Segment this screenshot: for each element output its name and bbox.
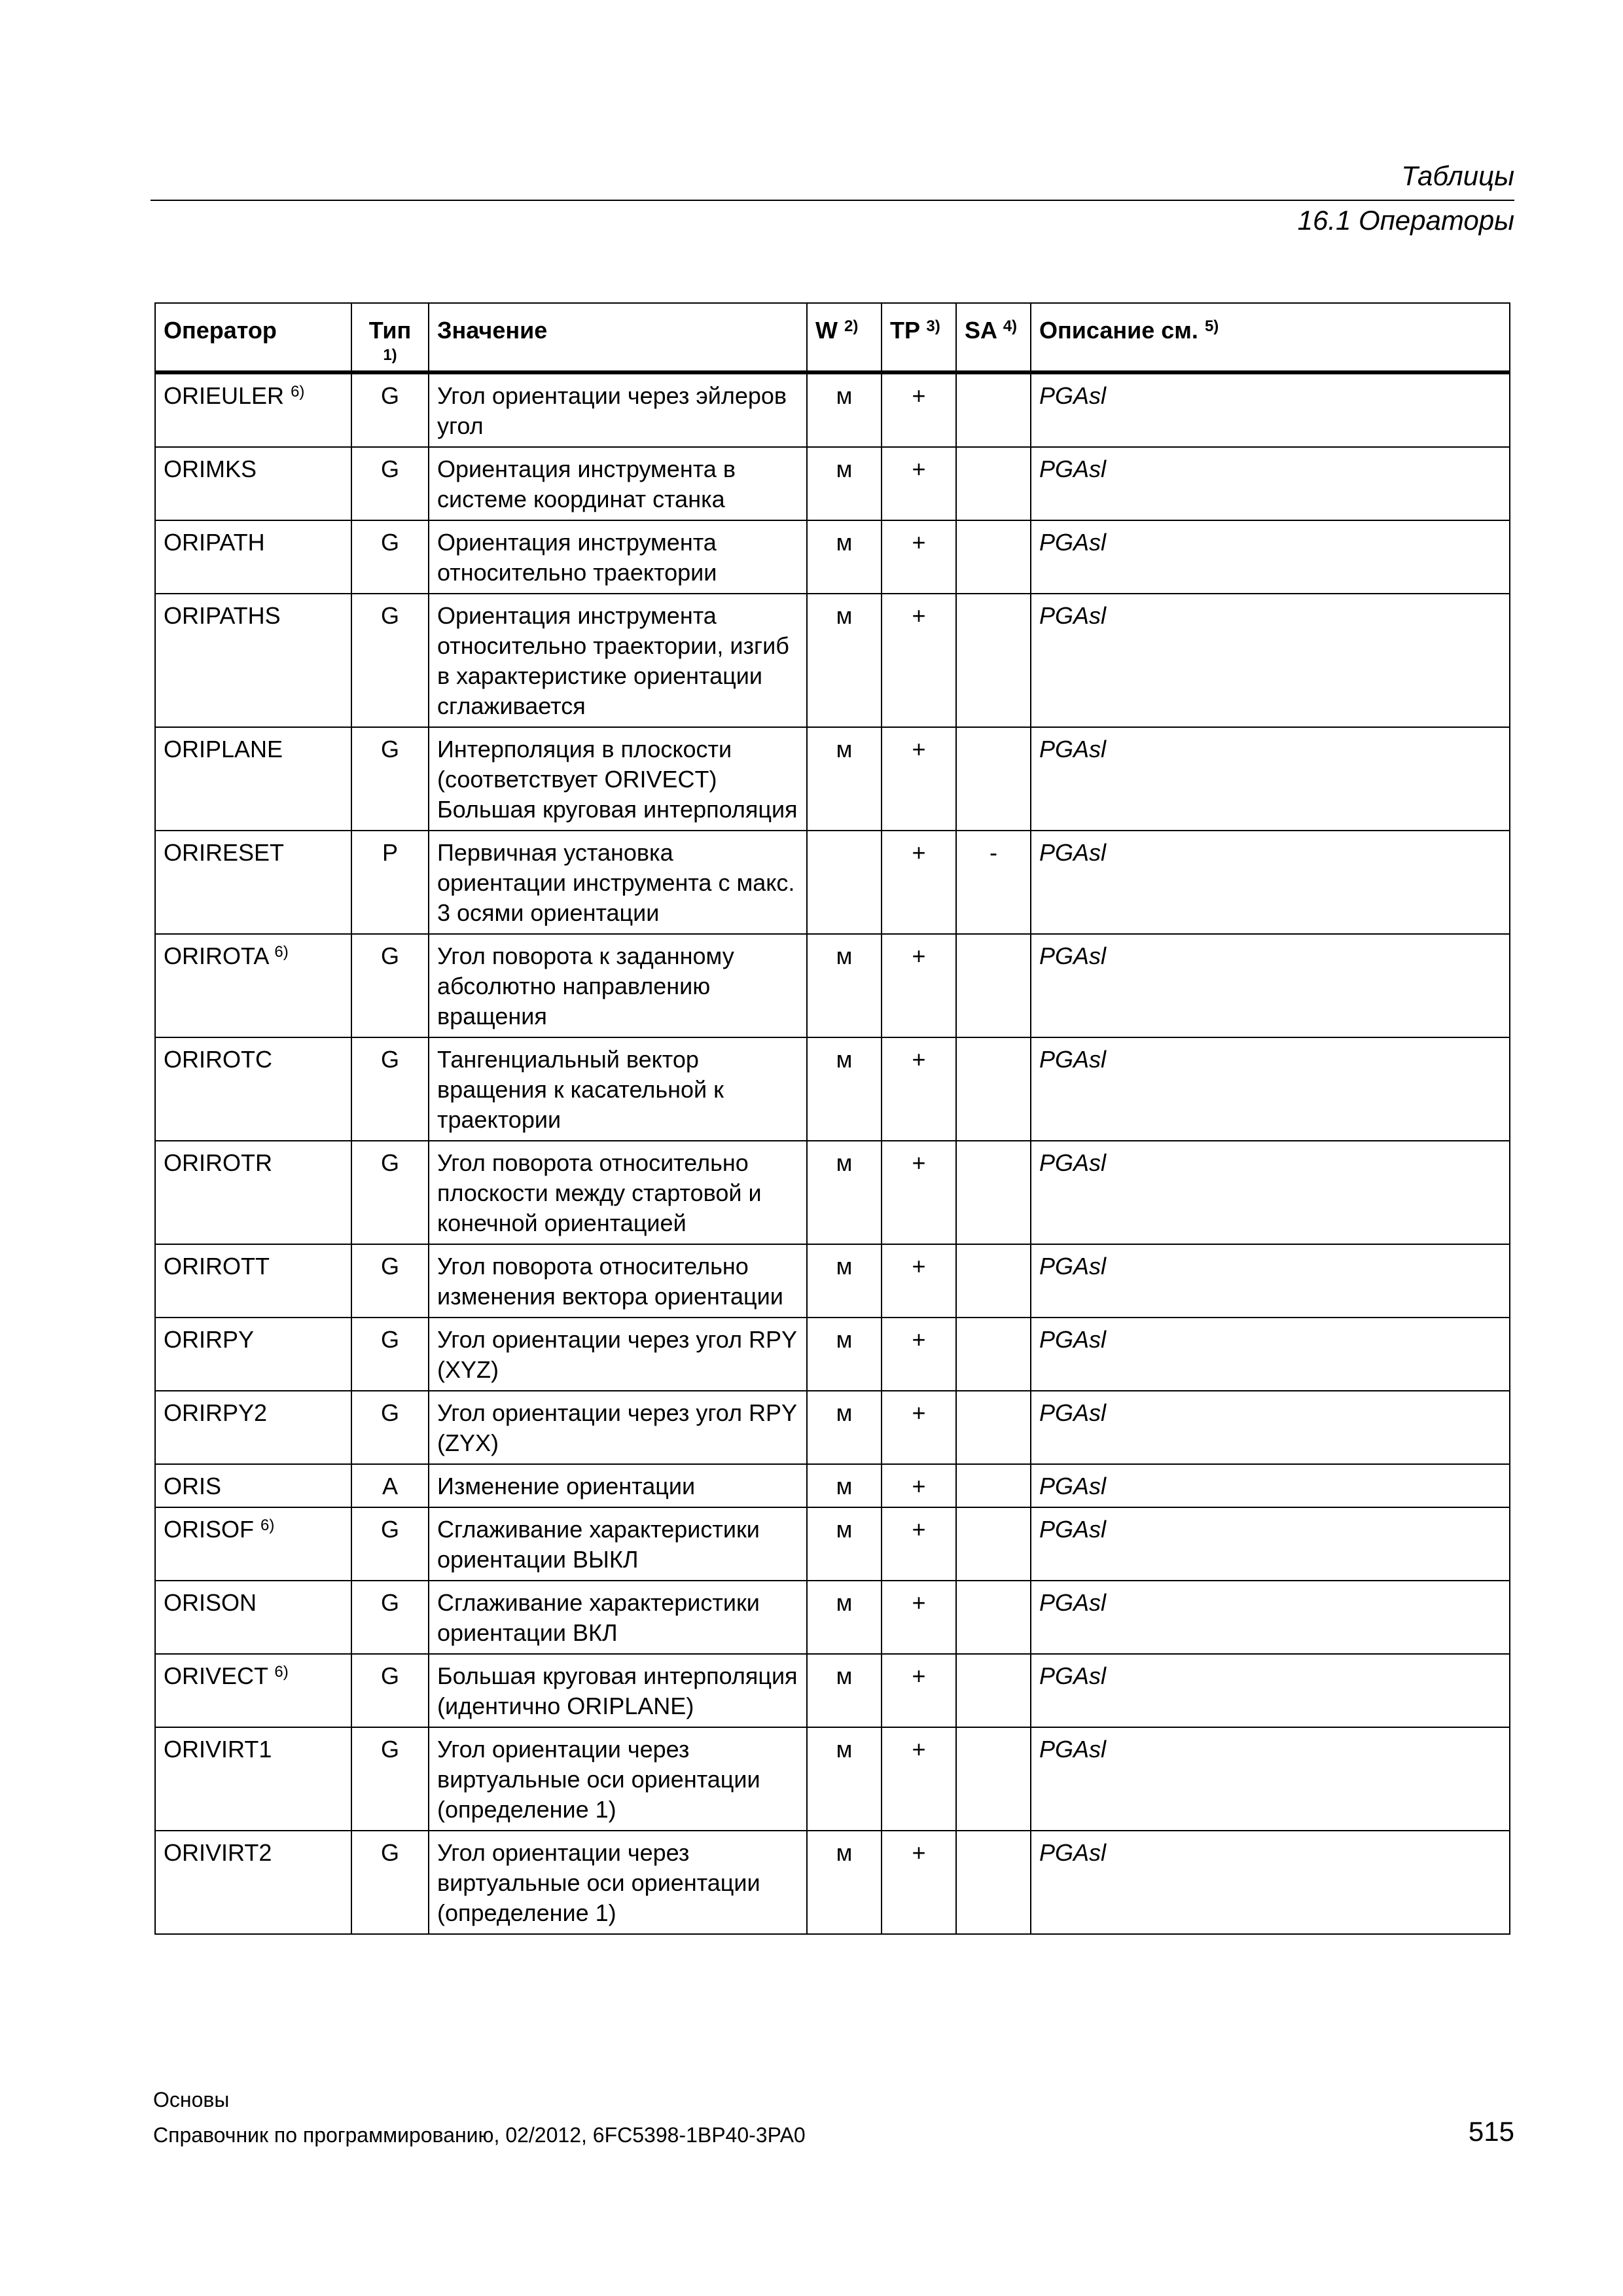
cell-meaning xyxy=(429,372,807,447)
cell-type-text: G xyxy=(380,1046,399,1073)
cell-operator xyxy=(155,934,351,1037)
cell-type xyxy=(351,1831,429,1934)
cell-meaning-text: Угол ориентации через виртуальные оси ориентации (определение 1) xyxy=(437,1736,760,1823)
cell-meaning-text: Ориентация инструмента относительно траектории xyxy=(437,529,717,586)
cell-type-text: G xyxy=(380,1399,399,1426)
header-w-note: 2) xyxy=(844,317,859,335)
cell-w-text: м xyxy=(836,1046,853,1073)
cell-desc-text: PGAsl xyxy=(1039,382,1107,409)
cell-desc xyxy=(1031,1831,1510,1934)
cell-w xyxy=(807,1391,882,1464)
cell-operator-text: ORIMKS xyxy=(164,456,257,482)
cell-type xyxy=(351,1391,429,1464)
cell-tp-text: + xyxy=(912,1589,926,1616)
cell-operator xyxy=(155,1037,351,1141)
cell-meaning xyxy=(429,1831,807,1934)
cell-tp-text: + xyxy=(912,1839,926,1866)
cell-w xyxy=(807,1727,882,1831)
operator-footnote: 6) xyxy=(291,383,305,401)
cell-type-text: G xyxy=(380,1589,399,1616)
cell-desc xyxy=(1031,934,1510,1037)
cell-tp-text: + xyxy=(912,1399,926,1426)
cell-w-text: м xyxy=(836,1399,853,1426)
cell-meaning xyxy=(429,1464,807,1507)
cell-desc xyxy=(1031,1318,1510,1391)
cell-tp-text: + xyxy=(912,602,926,629)
cell-type-text: G xyxy=(380,529,399,556)
cell-meaning-text: Сглаживание характеристики ориентации ВЫКЛ xyxy=(437,1516,760,1573)
header-tp-note: 3) xyxy=(926,317,940,335)
cell-sa xyxy=(956,1391,1031,1464)
cell-tp-text: + xyxy=(912,942,926,969)
cell-desc xyxy=(1031,1141,1510,1244)
cell-type xyxy=(351,1141,429,1244)
cell-meaning xyxy=(429,1727,807,1831)
cell-type xyxy=(351,1464,429,1507)
header-section: 16.1 Операторы xyxy=(1297,205,1514,236)
cell-type-text: G xyxy=(380,382,399,409)
cell-meaning xyxy=(429,934,807,1037)
cell-w-text: м xyxy=(836,1326,853,1353)
cell-desc-text: PGAsl xyxy=(1039,1399,1107,1426)
cell-sa xyxy=(956,1141,1031,1244)
cell-sa xyxy=(956,727,1031,831)
cell-operator xyxy=(155,1244,351,1318)
cell-tp-text: + xyxy=(912,1149,926,1176)
cell-tp xyxy=(882,934,956,1037)
cell-meaning xyxy=(429,1507,807,1581)
cell-meaning xyxy=(429,1654,807,1727)
cell-operator xyxy=(155,447,351,520)
cell-type-text: G xyxy=(380,602,399,629)
table-row xyxy=(155,934,1510,1037)
cell-desc-text: PGAsl xyxy=(1039,1473,1107,1499)
footer-reference: Справочник по программированию, 02/2012, 6FC5398-1BP40-3PA0 xyxy=(153,2123,806,2147)
operator-footnote: 6) xyxy=(260,1516,275,1534)
cell-operator-text: ORIVIRT1 xyxy=(164,1736,272,1763)
cell-tp xyxy=(882,1654,956,1727)
cell-sa xyxy=(956,1244,1031,1318)
table-row xyxy=(155,1831,1510,1934)
cell-sa xyxy=(956,1037,1031,1141)
cell-type xyxy=(351,1318,429,1391)
cell-type-text: G xyxy=(380,1326,399,1353)
cell-sa xyxy=(956,1464,1031,1507)
cell-meaning-text: Угол ориентации через угол RPY (XYZ) xyxy=(437,1326,797,1383)
cell-desc xyxy=(1031,1391,1510,1464)
cell-w-text: м xyxy=(836,529,853,556)
cell-w-text: м xyxy=(836,1253,853,1280)
cell-type xyxy=(351,372,429,447)
cell-w xyxy=(807,1654,882,1727)
cell-type xyxy=(351,1244,429,1318)
cell-meaning xyxy=(429,1318,807,1391)
cell-tp-text: + xyxy=(912,736,926,762)
cell-operator xyxy=(155,1464,351,1507)
cell-operator-text: ORIEULER xyxy=(164,382,285,409)
cell-type-text: G xyxy=(380,942,399,969)
cell-type xyxy=(351,934,429,1037)
cell-w-text: м xyxy=(836,942,853,969)
header-title: Таблицы xyxy=(1401,160,1514,191)
cell-operator xyxy=(155,1831,351,1934)
cell-operator-text: ORIRPY2 xyxy=(164,1399,268,1426)
cell-desc-text: PGAsl xyxy=(1039,942,1107,969)
cell-type xyxy=(351,1581,429,1654)
cell-desc-text: PGAsl xyxy=(1039,1253,1107,1280)
cell-w-text: м xyxy=(836,736,853,762)
cell-tp xyxy=(882,372,956,447)
cell-tp xyxy=(882,1831,956,1934)
cell-meaning-text: Сглаживание характеристики ориентации ВКЛ xyxy=(437,1589,760,1646)
cell-type-text: G xyxy=(380,1839,399,1866)
cell-type-text: G xyxy=(380,1149,399,1176)
cell-w xyxy=(807,1507,882,1581)
cell-desc xyxy=(1031,372,1510,447)
cell-type-text: G xyxy=(380,1662,399,1689)
cell-type-text: P xyxy=(382,839,398,866)
cell-operator-text: ORIS xyxy=(164,1473,222,1499)
cell-w-text: м xyxy=(836,382,853,409)
table-row xyxy=(155,1464,1510,1507)
table-row xyxy=(155,1727,1510,1831)
cell-tp-text: + xyxy=(912,1253,926,1280)
header-sa-note: 4) xyxy=(1003,317,1018,335)
cell-w xyxy=(807,1581,882,1654)
cell-desc xyxy=(1031,1037,1510,1141)
cell-type xyxy=(351,1727,429,1831)
cell-meaning-text: Угол поворота относительно плоскости между стартовой и конечной ориентацией xyxy=(437,1149,762,1236)
table-body xyxy=(155,372,1510,1934)
cell-desc-text: PGAsl xyxy=(1039,1326,1107,1353)
cell-tp xyxy=(882,1391,956,1464)
operator-footnote: 6) xyxy=(274,943,289,961)
cell-desc-text: PGAsl xyxy=(1039,839,1107,866)
cell-desc xyxy=(1031,1464,1510,1507)
cell-type-text: G xyxy=(380,1516,399,1543)
cell-tp-text: + xyxy=(912,382,926,409)
cell-type-text: A xyxy=(382,1473,398,1499)
cell-operator xyxy=(155,727,351,831)
cell-meaning xyxy=(429,1141,807,1244)
cell-operator xyxy=(155,1141,351,1244)
cell-meaning xyxy=(429,727,807,831)
cell-w-text: м xyxy=(836,1839,853,1866)
cell-sa xyxy=(956,520,1031,594)
cell-operator xyxy=(155,1391,351,1464)
cell-desc-text: PGAsl xyxy=(1039,1589,1107,1616)
cell-tp xyxy=(882,1141,956,1244)
cell-w xyxy=(807,1464,882,1507)
cell-operator-text: ORISOF xyxy=(164,1516,255,1543)
cell-tp-text: + xyxy=(912,1326,926,1353)
cell-desc-text: PGAsl xyxy=(1039,1736,1107,1763)
table-row xyxy=(155,1141,1510,1244)
cell-desc-text: PGAsl xyxy=(1039,1662,1107,1689)
cell-meaning-text: Интерполяция в плоскости (соответствует ORIVECT) Большая круговая интерполяция xyxy=(437,736,798,823)
cell-desc-text: PGAsl xyxy=(1039,1839,1107,1866)
cell-operator-text: ORIPATHS xyxy=(164,602,281,629)
cell-type-text: G xyxy=(380,1253,399,1280)
cell-desc xyxy=(1031,727,1510,831)
cell-sa-text: - xyxy=(990,839,997,866)
header-w: W $^{2)}$ xyxy=(807,303,882,372)
table-row xyxy=(155,1037,1510,1141)
cell-operator-text: ORISON xyxy=(164,1589,257,1616)
header-desc: Описание см. $^{5)}$ xyxy=(1031,303,1510,372)
cell-desc xyxy=(1031,1507,1510,1581)
cell-operator xyxy=(155,831,351,934)
cell-sa xyxy=(956,1727,1031,1831)
cell-operator xyxy=(155,520,351,594)
header-type: Тип 1) xyxy=(351,303,429,372)
cell-tp xyxy=(882,1581,956,1654)
cell-meaning xyxy=(429,831,807,934)
cell-operator xyxy=(155,594,351,727)
table-header-row xyxy=(155,303,1510,372)
cell-sa xyxy=(956,1318,1031,1391)
cell-w xyxy=(807,1244,882,1318)
cell-sa xyxy=(956,1831,1031,1934)
cell-w-text: м xyxy=(836,1473,853,1499)
cell-w xyxy=(807,1141,882,1244)
cell-desc-text: PGAsl xyxy=(1039,1046,1107,1073)
cell-operator-text: ORIPLANE xyxy=(164,736,283,762)
cell-desc-text: PGAsl xyxy=(1039,529,1107,556)
cell-meaning-text: Угол поворота к заданному абсолютно направлению вращения xyxy=(437,942,734,1030)
cell-desc xyxy=(1031,520,1510,594)
cell-w-text: м xyxy=(836,1149,853,1176)
cell-tp-text: + xyxy=(912,1473,926,1499)
cell-tp-text: + xyxy=(912,1736,926,1763)
cell-tp xyxy=(882,1318,956,1391)
cell-desc xyxy=(1031,594,1510,727)
cell-tp-text: + xyxy=(912,1046,926,1073)
cell-meaning-text: Ориентация инструмента в системе координат станка xyxy=(437,456,736,512)
cell-desc xyxy=(1031,447,1510,520)
cell-w xyxy=(807,934,882,1037)
cell-operator xyxy=(155,1581,351,1654)
cell-w xyxy=(807,831,882,934)
header-meaning: Значение xyxy=(429,303,807,372)
cell-meaning xyxy=(429,520,807,594)
table-row xyxy=(155,594,1510,727)
cell-meaning xyxy=(429,1244,807,1318)
cell-meaning xyxy=(429,1391,807,1464)
cell-desc xyxy=(1031,831,1510,934)
cell-meaning-text: Угол ориентации через эйлеров угол xyxy=(437,382,787,439)
cell-sa xyxy=(956,594,1031,727)
cell-operator-text: ORIROTT xyxy=(164,1253,270,1280)
cell-desc-text: PGAsl xyxy=(1039,1149,1107,1176)
cell-w xyxy=(807,594,882,727)
header-operator: Оператор xyxy=(155,303,351,372)
cell-desc xyxy=(1031,1581,1510,1654)
cell-operator-text: ORIROTR xyxy=(164,1149,272,1176)
cell-operator xyxy=(155,1507,351,1581)
table-row xyxy=(155,1391,1510,1464)
header-rule xyxy=(151,200,1514,201)
cell-tp xyxy=(882,1507,956,1581)
cell-type-text: G xyxy=(380,736,399,762)
cell-w-text: м xyxy=(836,602,853,629)
cell-type-text: G xyxy=(380,1736,399,1763)
cell-w-text: м xyxy=(836,1589,853,1616)
cell-operator-text: ORIPATH xyxy=(164,529,265,556)
cell-type xyxy=(351,1654,429,1727)
table-row xyxy=(155,831,1510,934)
cell-tp xyxy=(882,831,956,934)
cell-operator-text: ORIVECT xyxy=(164,1662,268,1689)
cell-w xyxy=(807,1318,882,1391)
cell-tp xyxy=(882,1464,956,1507)
table-row xyxy=(155,372,1510,447)
cell-tp xyxy=(882,520,956,594)
cell-operator-text: ORIVIRT2 xyxy=(164,1839,272,1866)
cell-operator xyxy=(155,1654,351,1727)
header-desc-note: 5) xyxy=(1204,317,1219,335)
table-row xyxy=(155,1581,1510,1654)
cell-tp xyxy=(882,447,956,520)
cell-meaning-text: Ориентация инструмента относительно траектории, изгиб в характеристике ориентации сглаживается xyxy=(437,602,789,719)
cell-meaning-text: Тангенциальный вектор вращения к касательной к траектории xyxy=(437,1046,724,1133)
table-row xyxy=(155,1318,1510,1391)
cell-operator xyxy=(155,372,351,447)
cell-type xyxy=(351,594,429,727)
cell-desc xyxy=(1031,1654,1510,1727)
cell-w xyxy=(807,1831,882,1934)
cell-tp xyxy=(882,1244,956,1318)
cell-sa xyxy=(956,1507,1031,1581)
cell-desc-text: PGAsl xyxy=(1039,602,1107,629)
page-number: 515 xyxy=(1468,2116,1514,2147)
cell-sa xyxy=(956,1581,1031,1654)
footer-manual: Основы xyxy=(153,2088,230,2111)
cell-meaning xyxy=(429,1037,807,1141)
cell-tp xyxy=(882,727,956,831)
cell-w xyxy=(807,520,882,594)
cell-desc xyxy=(1031,1244,1510,1318)
cell-tp xyxy=(882,594,956,727)
cell-tp-text: + xyxy=(912,456,926,482)
header-tp: TP $^{3)}$ xyxy=(882,303,956,372)
cell-meaning-text: Угол ориентации через угол RPY (ZYX) xyxy=(437,1399,797,1456)
cell-w xyxy=(807,727,882,831)
table-row xyxy=(155,1244,1510,1318)
cell-type xyxy=(351,447,429,520)
cell-operator-text: ORIRESET xyxy=(164,839,285,866)
cell-operator-text: ORIROTA xyxy=(164,942,268,969)
cell-tp xyxy=(882,1727,956,1831)
cell-tp-text: + xyxy=(912,1662,926,1689)
cell-meaning xyxy=(429,1581,807,1654)
cell-operator xyxy=(155,1318,351,1391)
cell-operator-text: ORIROTC xyxy=(164,1046,272,1073)
cell-sa xyxy=(956,447,1031,520)
cell-type xyxy=(351,831,429,934)
table-row xyxy=(155,447,1510,520)
cell-meaning-text: Изменение ориентации xyxy=(437,1473,696,1499)
operator-footnote: 6) xyxy=(274,1663,289,1681)
cell-operator xyxy=(155,1727,351,1831)
operators-table xyxy=(154,302,1510,1935)
cell-meaning xyxy=(429,447,807,520)
cell-meaning-text: Большая круговая интерполяция (идентично ORIPLANE) xyxy=(437,1662,798,1719)
cell-type xyxy=(351,727,429,831)
cell-type-text: G xyxy=(380,456,399,482)
cell-type xyxy=(351,1037,429,1141)
cell-desc-text: PGAsl xyxy=(1039,1516,1107,1543)
cell-sa xyxy=(956,372,1031,447)
cell-sa xyxy=(956,934,1031,1037)
cell-w-text: м xyxy=(836,456,853,482)
cell-sa xyxy=(956,831,1031,934)
cell-meaning-text: Первичная установка ориентации инструмента с макс. 3 осями ориентации xyxy=(437,839,795,926)
cell-tp-text: + xyxy=(912,1516,926,1543)
cell-w xyxy=(807,1037,882,1141)
cell-tp xyxy=(882,1037,956,1141)
cell-w xyxy=(807,447,882,520)
table-row xyxy=(155,1654,1510,1727)
cell-tp-text: + xyxy=(912,529,926,556)
cell-type xyxy=(351,1507,429,1581)
cell-desc-text: PGAsl xyxy=(1039,456,1107,482)
table-row xyxy=(155,727,1510,831)
cell-sa xyxy=(956,1654,1031,1727)
cell-desc xyxy=(1031,1727,1510,1831)
cell-w-text: м xyxy=(836,1662,853,1689)
table-row xyxy=(155,1507,1510,1581)
cell-meaning xyxy=(429,594,807,727)
cell-meaning-text: Угол поворота относительно изменения вектора ориентации xyxy=(437,1253,783,1310)
cell-tp-text: + xyxy=(912,839,926,866)
header-type-note: 1) xyxy=(383,346,397,364)
cell-w xyxy=(807,372,882,447)
table-row xyxy=(155,520,1510,594)
cell-w-text: м xyxy=(836,1736,853,1763)
cell-meaning-text: Угол ориентации через виртуальные оси ориентации (определение 1) xyxy=(437,1839,760,1926)
header-sa: SA $^{4)}$ xyxy=(956,303,1031,372)
cell-w-text: м xyxy=(836,1516,853,1543)
cell-type xyxy=(351,520,429,594)
cell-operator-text: ORIRPY xyxy=(164,1326,255,1353)
cell-desc-text: PGAsl xyxy=(1039,736,1107,762)
